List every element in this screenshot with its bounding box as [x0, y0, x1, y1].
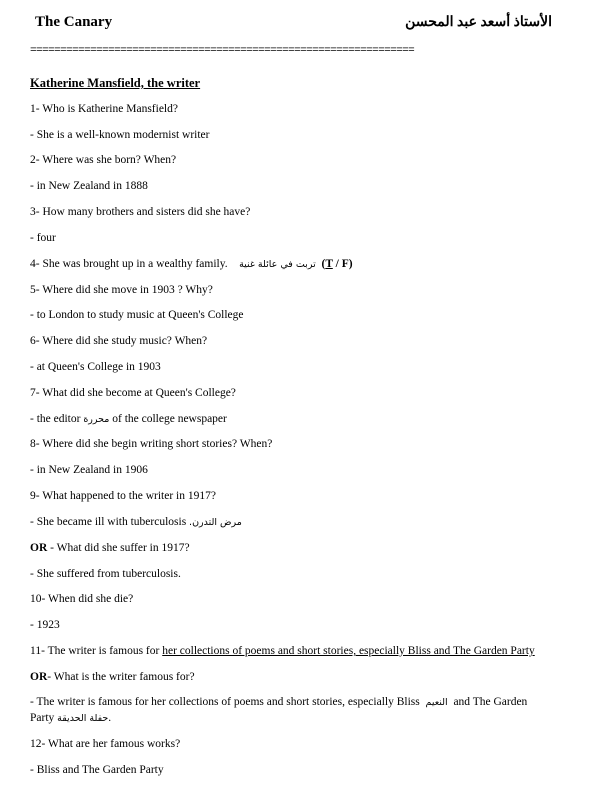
answer-9-alt: - She suffered from tuberculosis. — [30, 568, 181, 580]
question-12: 12- What are her famous works? — [30, 738, 181, 750]
question-10: 10- When did she die? — [30, 593, 134, 605]
answer-3: - four — [30, 232, 56, 244]
question-11 — [30, 644, 535, 658]
answer-9 — [30, 515, 242, 530]
answer-12: - Bliss and The Garden Party — [30, 764, 164, 776]
question-9-alt-text: - What did she suffer in 1917? — [47, 542, 190, 554]
question-4-arabic: تربت في عائلة غنية — [239, 259, 316, 270]
question-1: 1- Who is Katherine Mansfield? — [30, 103, 178, 115]
or-label: OR — [30, 671, 48, 683]
or-label: OR — [30, 542, 48, 554]
question-9-alt — [30, 541, 190, 555]
question-4-text: 4- She was brought up in a wealthy family. — [30, 258, 228, 270]
answer-11-party: Party — [30, 712, 55, 724]
answer-11-end: . — [108, 712, 112, 724]
answer-9-arabic: مرض التدرن. — [189, 517, 242, 528]
answer-1: - She is a well-known modernist writer — [30, 129, 210, 141]
answer-2: - in New Zealand in 1888 — [30, 180, 148, 192]
answer-8: - in New Zealand in 1906 — [30, 464, 148, 476]
answer-11-arabic-2: حفلة الحديقة — [57, 713, 109, 724]
true-false-rest: / F) — [332, 258, 353, 270]
question-9: 9- What happened to the writer in 1917? — [30, 490, 216, 502]
question-4 — [30, 257, 353, 272]
header-divider: ================================================================ — [30, 45, 415, 57]
answer-11-pre: - The writer is famous for her collections of poems and short stories, especially Bliss — [30, 696, 420, 708]
question-11-alt-text: - What is the writer famous for? — [47, 671, 195, 683]
answer-11-line-2 — [30, 711, 111, 726]
answer-6: - at Queen's College in 1903 — [30, 361, 161, 373]
answer-7 — [30, 412, 227, 427]
answer-5: - to London to study music at Queen's College — [30, 309, 244, 321]
answer-7-pre: - the editor — [30, 413, 81, 425]
answer-7-arabic: محررة — [83, 414, 110, 425]
true-false-open: ( — [321, 258, 326, 270]
answer-10: - 1923 — [30, 619, 60, 631]
question-11-pre: 11- The writer is famous for — [30, 645, 163, 657]
question-11-alt — [30, 670, 195, 684]
question-11-underlined: her collections of poems and short stories, especially Bliss and The Garden Party — [162, 645, 535, 657]
question-5: 5- Where did she move in 1903 ? Why? — [30, 284, 213, 296]
question-6: 6- Where did she study music? When? — [30, 335, 208, 347]
true-false-answer: T — [325, 258, 333, 270]
answer-9-pre: - She became ill with tuberculosis — [30, 516, 187, 528]
header-title: The Canary — [35, 14, 113, 30]
answer-11-arabic-1: النعيم — [425, 697, 448, 708]
answer-11-line-1 — [30, 695, 527, 710]
question-3: 3- How many brothers and sisters did she have? — [30, 206, 251, 218]
question-8: 8- Where did she begin writing short stories? When? — [30, 438, 273, 450]
answer-7-post: of the college newspaper — [112, 413, 227, 425]
section-title: Katherine Mansfield, the writer — [30, 76, 201, 90]
question-2: 2- Where was she born? When? — [30, 154, 177, 166]
header-author: الأستاذ أسعد عبد المحسن — [405, 15, 552, 30]
answer-11-mid: and The Garden — [453, 696, 528, 708]
question-7: 7- What did she become at Queen's College? — [30, 387, 236, 399]
